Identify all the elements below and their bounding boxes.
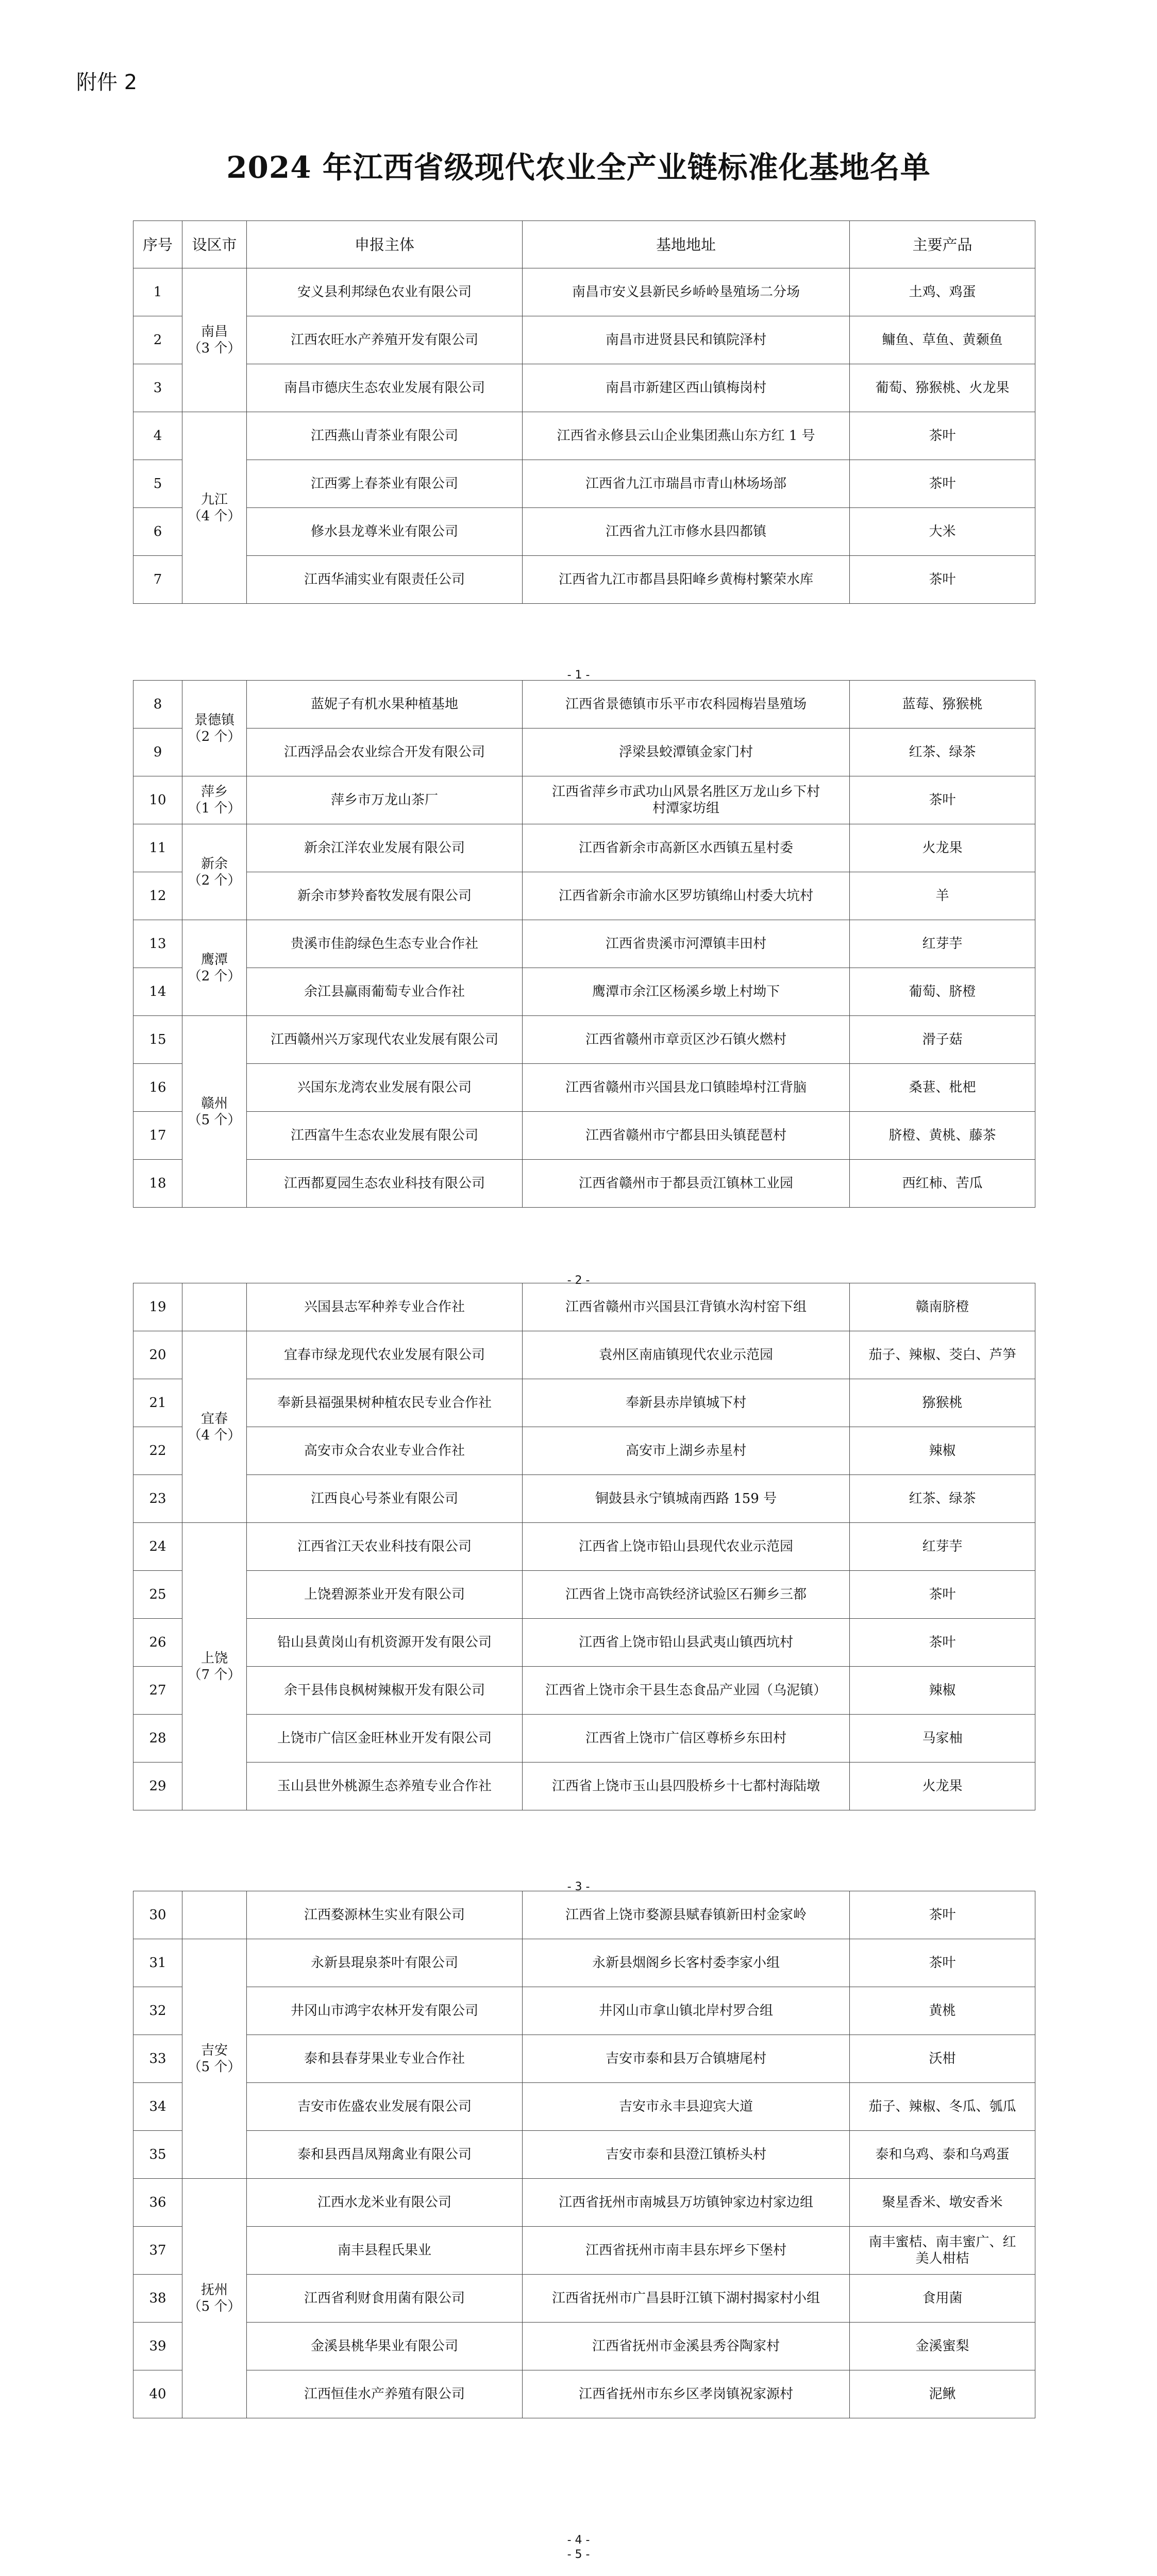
city-cell xyxy=(182,1939,247,2179)
table-row xyxy=(133,2370,1035,2418)
base-address: 吉安市泰和县万合镇塘尾村 xyxy=(523,2035,850,2083)
city-cell xyxy=(182,681,247,776)
entity-name: 吉安市佐盛农业发展有限公司 xyxy=(247,2083,523,2131)
main-product: 泥鳅 xyxy=(850,2370,1035,2418)
column-header: 主要产品 xyxy=(850,221,1035,268)
table-row xyxy=(133,1667,1035,1715)
base-address-line: 村潭家坊组 xyxy=(652,801,719,816)
main-product: 茶叶 xyxy=(850,460,1035,508)
main-product: 火龙果 xyxy=(850,1762,1035,1810)
main-product: 食用菌 xyxy=(850,2275,1035,2323)
row-number: 37 xyxy=(133,2227,182,2275)
table-row xyxy=(133,2083,1035,2131)
base-address: 江西省抚州市南城县万坊镇钟家边村家边组 xyxy=(523,2179,850,2227)
row-number: 3 xyxy=(133,364,182,412)
main-product: 黄桃 xyxy=(850,1987,1035,2035)
base-address: 奉新县赤岸镇城下村 xyxy=(523,1379,850,1427)
base-address: 浮梁县蛟潭镇金家门村 xyxy=(523,728,850,776)
entity-name: 兴国东龙湾农业发展有限公司 xyxy=(247,1064,523,1112)
main-product: 大米 xyxy=(850,508,1035,556)
city-count: （7 个） xyxy=(188,1667,241,1683)
base-address: 江西省九江市修水县四都镇 xyxy=(523,508,850,556)
base-address: 永新县烟阁乡长客村委李家小组 xyxy=(523,1939,850,1987)
entity-name: 新余市梦羚畜牧发展有限公司 xyxy=(247,872,523,920)
main-product: 脐橙、黄桃、藤茶 xyxy=(850,1112,1035,1160)
row-number: 17 xyxy=(133,1112,182,1160)
row-number: 24 xyxy=(133,1523,182,1571)
row-number: 12 xyxy=(133,872,182,920)
column-header: 设区市 xyxy=(182,221,247,268)
city-count: （2 个） xyxy=(188,728,241,744)
table-segment xyxy=(133,1891,1035,2418)
city-cell xyxy=(182,920,247,1016)
main-product: 西红柿、苦瓜 xyxy=(850,1160,1035,1208)
city-count: （4 个） xyxy=(188,1427,241,1443)
city-name: 上饶 xyxy=(200,1650,228,1666)
table-row xyxy=(133,2035,1035,2083)
page-number: - 1 - xyxy=(567,669,590,682)
entity-name: 奉新县福强果树种植农民专业合作社 xyxy=(247,1379,523,1427)
main-product: 辣椒 xyxy=(850,1427,1035,1475)
city-cell xyxy=(182,2179,247,2418)
base-address: 江西省抚州市东乡区孝岗镇祝家源村 xyxy=(523,2370,850,2418)
page-number: - 3 - xyxy=(567,1880,590,1893)
entity-name: 余干县伟良枫树辣椒开发有限公司 xyxy=(247,1667,523,1715)
table-row xyxy=(133,1475,1035,1523)
entity-name: 江西良心号茶业有限公司 xyxy=(247,1475,523,1523)
city-cell-empty xyxy=(182,1891,247,1939)
entity-name: 高安市众合农业专业合作社 xyxy=(247,1427,523,1475)
base-address: 南昌市新建区西山镇梅岗村 xyxy=(523,364,850,412)
main-product: 桑葚、枇杷 xyxy=(850,1064,1035,1112)
row-number: 4 xyxy=(133,412,182,460)
base-address: 江西省抚州市金溪县秀谷陶家村 xyxy=(523,2323,850,2370)
entity-name: 铅山县黄岗山有机资源开发有限公司 xyxy=(247,1619,523,1667)
row-number: 31 xyxy=(133,1939,182,1987)
entity-name: 江西雾上春茶业有限公司 xyxy=(247,460,523,508)
base-address: 江西省赣州市章贡区沙石镇火燃村 xyxy=(523,1016,850,1064)
row-number: 14 xyxy=(133,968,182,1016)
main-product: 土鸡、鸡蛋 xyxy=(850,268,1035,316)
entity-name: 泰和县春芽果业专业合作社 xyxy=(247,2035,523,2083)
base-address: 江西省上饶市余干县生态食品产业园（乌泥镇） xyxy=(523,1667,850,1715)
table-row xyxy=(133,1427,1035,1475)
base-list-table xyxy=(133,221,1035,604)
base-address: 江西省抚州市南丰县东坪乡下堡村 xyxy=(523,2227,850,2275)
main-product-line: 南丰蜜桔、南丰蜜广、红 xyxy=(868,2234,1016,2250)
city-count: （5 个） xyxy=(188,1112,241,1128)
entity-name: 新余江洋农业发展有限公司 xyxy=(247,824,523,872)
table-row xyxy=(133,1283,1035,1331)
row-number: 40 xyxy=(133,2370,182,2418)
row-number: 26 xyxy=(133,1619,182,1667)
main-product: 葡萄、猕猴桃、火龙果 xyxy=(850,364,1035,412)
base-address: 江西省贵溪市河潭镇丰田村 xyxy=(523,920,850,968)
row-number: 13 xyxy=(133,920,182,968)
city-cell xyxy=(182,412,247,604)
base-list-table xyxy=(133,1283,1035,1810)
table-row xyxy=(133,1112,1035,1160)
entity-name: 上饶碧源茶业开发有限公司 xyxy=(247,1571,523,1619)
entity-name: 江西都夏园生态农业科技有限公司 xyxy=(247,1160,523,1208)
base-address: 吉安市永丰县迎宾大道 xyxy=(523,2083,850,2131)
base-address: 江西省景德镇市乐平市农科园梅岩垦殖场 xyxy=(523,681,850,728)
table-row xyxy=(133,460,1035,508)
entity-name: 南丰县程氏果业 xyxy=(247,2227,523,2275)
base-address: 江西省上饶市婺源县赋春镇新田村金家岭 xyxy=(523,1891,850,1939)
entity-name: 井冈山市鸿宇农林开发有限公司 xyxy=(247,1987,523,2035)
main-product: 茶叶 xyxy=(850,776,1035,824)
attachment-label: 附件 2 xyxy=(76,71,138,94)
main-product: 辣椒 xyxy=(850,1667,1035,1715)
base-address: 江西省永修县云山企业集团燕山东方红 1 号 xyxy=(523,412,850,460)
table-row xyxy=(133,1523,1035,1571)
main-product: 泰和乌鸡、泰和乌鸡蛋 xyxy=(850,2131,1035,2179)
row-number: 27 xyxy=(133,1667,182,1715)
page-number: - 2 - xyxy=(567,1274,590,1287)
table-row xyxy=(133,2275,1035,2323)
entity-name: 江西赣州兴万家现代农业发展有限公司 xyxy=(247,1016,523,1064)
city-name: 南昌 xyxy=(200,324,228,340)
city-name: 景德镇 xyxy=(194,712,234,728)
city-cell xyxy=(182,1331,247,1523)
table-row xyxy=(133,968,1035,1016)
base-address: 高安市上湖乡赤星村 xyxy=(523,1427,850,1475)
row-number: 9 xyxy=(133,728,182,776)
base-address-line: 江西省萍乡市武功山风景名胜区万龙山乡下村 xyxy=(551,784,820,800)
table-header-row xyxy=(133,221,1035,268)
table-row xyxy=(133,1331,1035,1379)
main-product: 茶叶 xyxy=(850,1939,1035,1987)
row-number: 8 xyxy=(133,681,182,728)
main-product: 沃柑 xyxy=(850,2035,1035,2083)
base-address: 江西省新余市渝水区罗坊镇绵山村委大坑村 xyxy=(523,872,850,920)
row-number: 16 xyxy=(133,1064,182,1112)
entity-name: 蓝妮子有机水果种植基地 xyxy=(247,681,523,728)
row-number: 38 xyxy=(133,2275,182,2323)
entity-name: 宜春市绿龙现代农业发展有限公司 xyxy=(247,1331,523,1379)
city-count: （2 个） xyxy=(188,872,241,888)
base-address: 江西省九江市瑞昌市青山林场场部 xyxy=(523,460,850,508)
row-number: 34 xyxy=(133,2083,182,2131)
row-number: 21 xyxy=(133,1379,182,1427)
entity-name: 江西华浦实业有限责任公司 xyxy=(247,556,523,604)
base-address: 江西省赣州市兴国县江背镇水沟村窑下组 xyxy=(523,1283,850,1331)
document-title: 2024 年江西省级现代农业全产业链标准化基地名单 xyxy=(226,150,931,185)
base-address: 南昌市安义县新民乡峤岭垦殖场二分场 xyxy=(523,268,850,316)
base-address: 江西省赣州市宁都县田头镇琵琶村 xyxy=(523,1112,850,1160)
main-product: 茶叶 xyxy=(850,1619,1035,1667)
table-row xyxy=(133,1939,1035,1987)
table-segment xyxy=(133,1283,1035,1810)
row-number: 33 xyxy=(133,2035,182,2083)
table-row xyxy=(133,920,1035,968)
table-row xyxy=(133,556,1035,604)
entity-name: 贵溪市佳韵绿色生态专业合作社 xyxy=(247,920,523,968)
row-number: 15 xyxy=(133,1016,182,1064)
table-row xyxy=(133,1987,1035,2035)
city-cell-empty xyxy=(182,1283,247,1331)
row-number: 36 xyxy=(133,2179,182,2227)
row-number: 35 xyxy=(133,2131,182,2179)
city-count: （4 个） xyxy=(188,508,241,524)
row-number: 32 xyxy=(133,1987,182,2035)
column-header: 基地地址 xyxy=(523,221,850,268)
table-segment xyxy=(133,221,1035,604)
base-address: 江西省赣州市于都县贡江镇林工业园 xyxy=(523,1160,850,1208)
entity-name: 江西省利财食用菌有限公司 xyxy=(247,2275,523,2323)
city-cell xyxy=(182,268,247,412)
entity-name: 上饶市广信区金旺林业开发有限公司 xyxy=(247,1715,523,1762)
main-product: 茶叶 xyxy=(850,556,1035,604)
base-address: 井冈山市拿山镇北岸村罗合组 xyxy=(523,1987,850,2035)
base-address: 吉安市泰和县澄江镇桥头村 xyxy=(523,2131,850,2179)
entity-name: 江西婺源林生实业有限公司 xyxy=(247,1891,523,1939)
table-row xyxy=(133,316,1035,364)
city-name: 吉安 xyxy=(200,2043,228,2058)
table-row xyxy=(133,2131,1035,2179)
base-address: 江西省抚州市广昌县盱江镇下湖村揭家村小组 xyxy=(523,2275,850,2323)
entity-name: 安义县利邦绿色农业有限公司 xyxy=(247,268,523,316)
entity-name: 泰和县西昌凤翔禽业有限公司 xyxy=(247,2131,523,2179)
main-product: 鳙鱼、草鱼、黄颡鱼 xyxy=(850,316,1035,364)
table-row xyxy=(133,1160,1035,1208)
table-row xyxy=(133,1064,1035,1112)
base-address: 江西省上饶市玉山县四股桥乡十七都村海陆墩 xyxy=(523,1762,850,1810)
table-row xyxy=(133,412,1035,460)
main-product xyxy=(850,2227,1035,2275)
main-product: 聚星香米、墩安香米 xyxy=(850,2179,1035,2227)
table-row xyxy=(133,681,1035,728)
city-name: 宜春 xyxy=(200,1411,228,1427)
entity-name: 金溪县桃华果业有限公司 xyxy=(247,2323,523,2370)
main-product: 红茶、绿茶 xyxy=(850,1475,1035,1523)
row-number: 25 xyxy=(133,1571,182,1619)
entity-name: 江西省江天农业科技有限公司 xyxy=(247,1523,523,1571)
row-number: 20 xyxy=(133,1331,182,1379)
base-address: 铜鼓县永宁镇城南西路 159 号 xyxy=(523,1475,850,1523)
main-product: 滑子菇 xyxy=(850,1016,1035,1064)
base-list-table xyxy=(133,1891,1035,2418)
column-header: 序号 xyxy=(133,221,182,268)
main-product: 茄子、辣椒、冬瓜、瓠瓜 xyxy=(850,2083,1035,2131)
base-address: 江西省上饶市高铁经济试验区石狮乡三都 xyxy=(523,1571,850,1619)
city-cell xyxy=(182,776,247,824)
table-row xyxy=(133,824,1035,872)
column-header: 申报主体 xyxy=(247,221,523,268)
main-product: 红芽芋 xyxy=(850,920,1035,968)
main-product: 赣南脐橙 xyxy=(850,1283,1035,1331)
row-number: 30 xyxy=(133,1891,182,1939)
table-row xyxy=(133,1762,1035,1810)
base-address: 袁州区南庙镇现代农业示范园 xyxy=(523,1331,850,1379)
row-number: 23 xyxy=(133,1475,182,1523)
table-row xyxy=(133,1571,1035,1619)
base-list-table xyxy=(133,680,1035,1208)
row-number: 22 xyxy=(133,1427,182,1475)
page-number: - 5 - xyxy=(567,2548,590,2561)
city-name: 鹰潭 xyxy=(200,952,228,968)
main-product: 葡萄、脐橙 xyxy=(850,968,1035,1016)
main-product: 茶叶 xyxy=(850,412,1035,460)
city-cell xyxy=(182,1523,247,1810)
table-row xyxy=(133,1379,1035,1427)
row-number: 39 xyxy=(133,2323,182,2370)
main-product: 茄子、辣椒、茭白、芦笋 xyxy=(850,1331,1035,1379)
main-product-line: 美人柑桔 xyxy=(915,2251,969,2266)
table-row xyxy=(133,1619,1035,1667)
row-number: 1 xyxy=(133,268,182,316)
city-name: 抚州 xyxy=(200,2282,228,2298)
main-product: 红芽芋 xyxy=(850,1523,1035,1571)
table-row xyxy=(133,508,1035,556)
base-address: 江西省九江市都昌县阳峰乡黄梅村繁荣水库 xyxy=(523,556,850,604)
main-product: 红茶、绿茶 xyxy=(850,728,1035,776)
entity-name: 江西水龙米业有限公司 xyxy=(247,2179,523,2227)
table-row xyxy=(133,2227,1035,2275)
table-row xyxy=(133,2179,1035,2227)
city-cell xyxy=(182,824,247,920)
city-name: 新余 xyxy=(200,856,228,872)
main-product: 蓝莓、猕猴桃 xyxy=(850,681,1035,728)
entity-name: 兴国县志军种养专业合作社 xyxy=(247,1283,523,1331)
base-address: 鹰潭市余江区杨溪乡墩上村坳下 xyxy=(523,968,850,1016)
page-number: - 4 - xyxy=(567,2534,590,2547)
entity-name: 江西恒佳水产养殖有限公司 xyxy=(247,2370,523,2418)
row-number: 5 xyxy=(133,460,182,508)
entity-name: 余江县赢雨葡萄专业合作社 xyxy=(247,968,523,1016)
city-name: 萍乡 xyxy=(200,784,228,800)
main-product: 茶叶 xyxy=(850,1891,1035,1939)
table-segment xyxy=(133,680,1035,1208)
base-address: 江西省赣州市兴国县龙口镇睦埠村江背脑 xyxy=(523,1064,850,1112)
entity-name: 永新县琨泉茶叶有限公司 xyxy=(247,1939,523,1987)
base-address xyxy=(523,776,850,824)
city-name: 九江 xyxy=(200,492,228,507)
main-product: 茶叶 xyxy=(850,1571,1035,1619)
entity-name: 江西富牛生态农业发展有限公司 xyxy=(247,1112,523,1160)
main-product: 羊 xyxy=(850,872,1035,920)
table-row xyxy=(133,268,1035,316)
table-row xyxy=(133,1891,1035,1939)
city-count: （2 个） xyxy=(188,968,241,984)
base-address: 南昌市进贤县民和镇院泽村 xyxy=(523,316,850,364)
row-number: 11 xyxy=(133,824,182,872)
row-number: 6 xyxy=(133,508,182,556)
city-count: （5 个） xyxy=(188,2059,241,2075)
base-address: 江西省上饶市广信区尊桥乡东田村 xyxy=(523,1715,850,1762)
table-row xyxy=(133,872,1035,920)
row-number: 18 xyxy=(133,1160,182,1208)
city-cell xyxy=(182,1016,247,1208)
row-number: 10 xyxy=(133,776,182,824)
table-row xyxy=(133,776,1035,824)
entity-name: 玉山县世外桃源生态养殖专业合作社 xyxy=(247,1762,523,1810)
table-row xyxy=(133,364,1035,412)
row-number: 7 xyxy=(133,556,182,604)
city-count: （5 个） xyxy=(188,2299,241,2314)
table-row xyxy=(133,1016,1035,1064)
entity-name: 萍乡市万龙山茶厂 xyxy=(247,776,523,824)
city-count: （1 个） xyxy=(188,801,241,816)
row-number: 29 xyxy=(133,1762,182,1810)
main-product: 金溪蜜梨 xyxy=(850,2323,1035,2370)
entity-name: 修水县龙尊米业有限公司 xyxy=(247,508,523,556)
city-name: 赣州 xyxy=(200,1095,228,1111)
city-count: （3 个） xyxy=(188,341,241,356)
table-row xyxy=(133,1715,1035,1762)
table-row xyxy=(133,728,1035,776)
main-product: 马家柚 xyxy=(850,1715,1035,1762)
entity-name: 江西浮品会农业综合开发有限公司 xyxy=(247,728,523,776)
table-row xyxy=(133,2323,1035,2370)
base-address: 江西省上饶市铅山县武夷山镇西坑村 xyxy=(523,1619,850,1667)
row-number: 19 xyxy=(133,1283,182,1331)
row-number: 28 xyxy=(133,1715,182,1762)
main-product: 猕猴桃 xyxy=(850,1379,1035,1427)
main-product: 火龙果 xyxy=(850,824,1035,872)
base-address: 江西省新余市高新区水西镇五星村委 xyxy=(523,824,850,872)
entity-name: 江西农旺水产养殖开发有限公司 xyxy=(247,316,523,364)
row-number: 2 xyxy=(133,316,182,364)
base-address: 江西省上饶市铅山县现代农业示范园 xyxy=(523,1523,850,1571)
entity-name: 南昌市德庆生态农业发展有限公司 xyxy=(247,364,523,412)
entity-name: 江西燕山青茶业有限公司 xyxy=(247,412,523,460)
